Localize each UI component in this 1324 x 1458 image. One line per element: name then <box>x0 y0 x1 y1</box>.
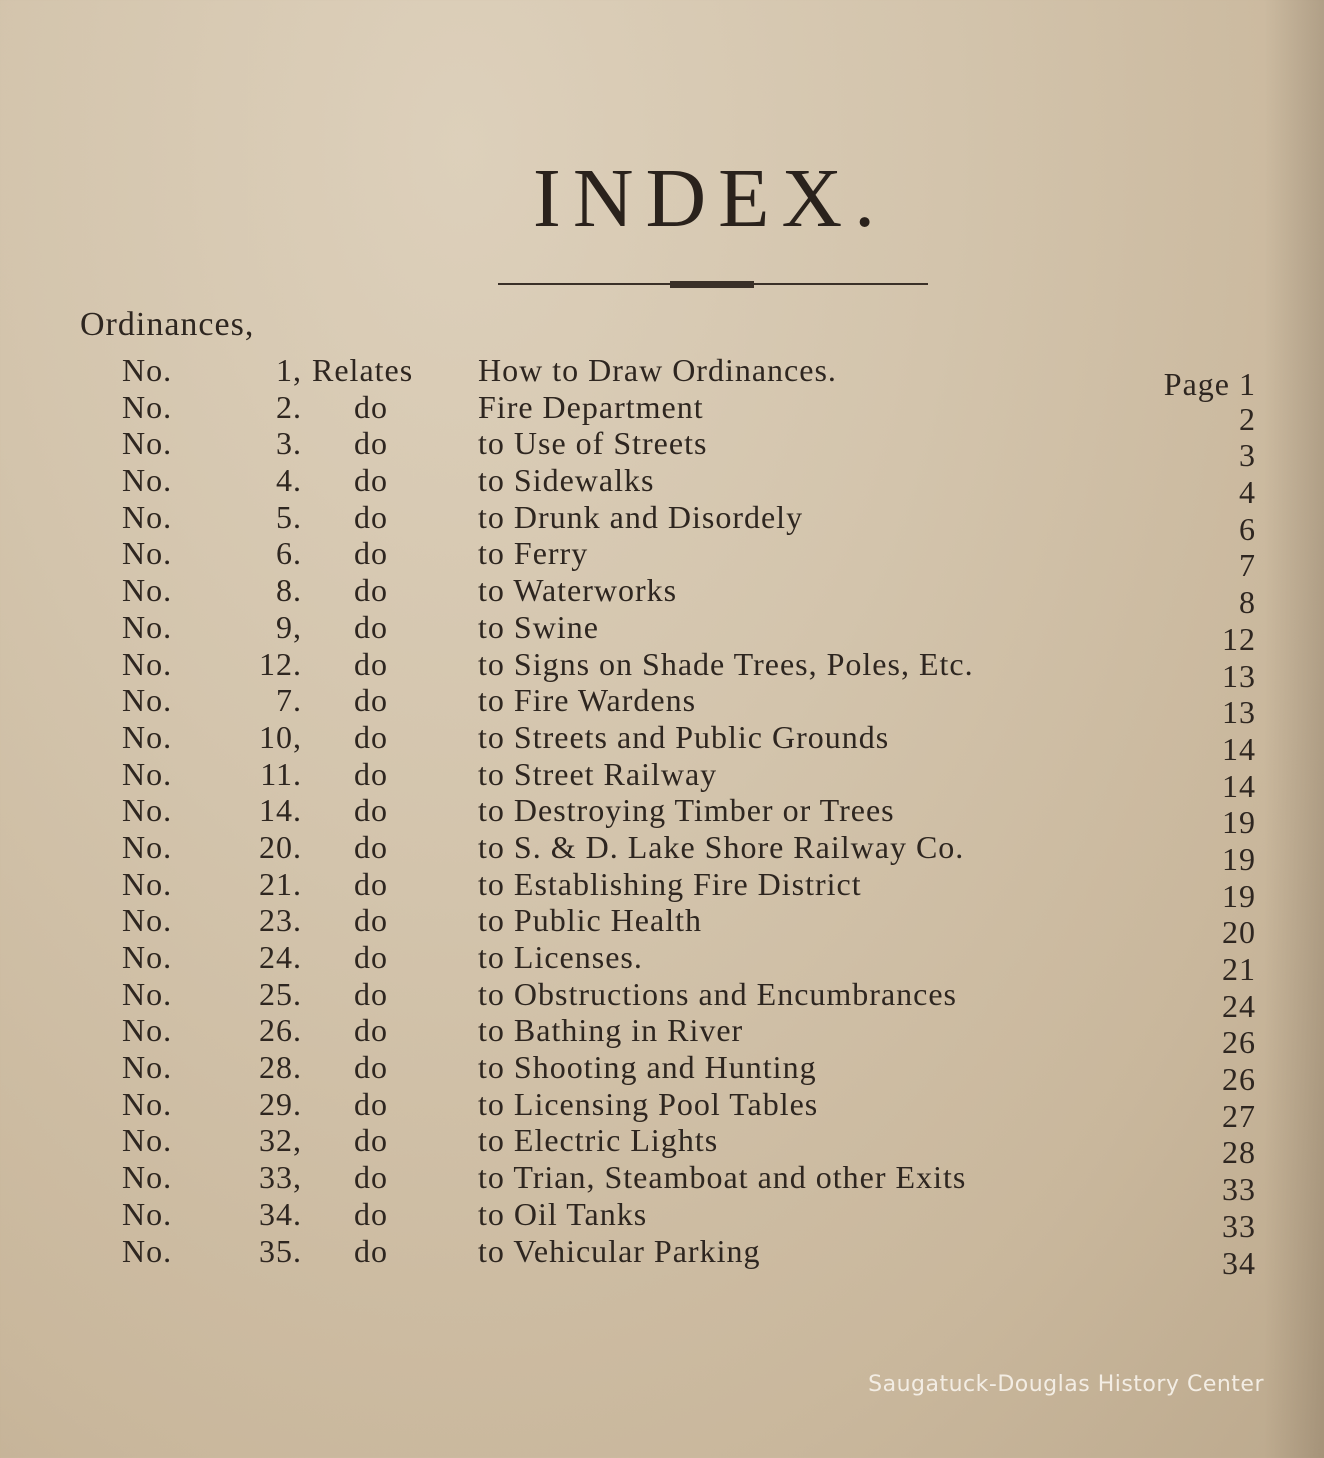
page-number: 20 <box>1222 914 1256 951</box>
ordinance-number: 7. <box>276 682 302 719</box>
ditto-mark: do <box>354 1012 388 1049</box>
page-number: 14 <box>1222 767 1256 804</box>
ditto-mark: do <box>354 1232 388 1269</box>
index-row <box>0 425 1324 474</box>
index-row <box>0 828 1324 877</box>
ordinance-number: 21. <box>259 865 302 902</box>
index-row <box>0 939 1324 987</box>
ordinance-subject: to Street Railway <box>478 755 718 792</box>
row-no-label: No. <box>122 902 173 939</box>
ordinance-number: 12. <box>259 645 302 682</box>
ordinance-number: 23. <box>259 902 302 939</box>
ditto-mark: do <box>354 608 388 645</box>
index-row <box>0 865 1324 914</box>
page-number: 21 <box>1222 951 1256 987</box>
page-number: Page 1 <box>1163 366 1256 402</box>
ordinance-number: 14. <box>259 792 302 829</box>
page-number: 13 <box>1222 694 1256 731</box>
ordinance-number: 28. <box>259 1049 302 1086</box>
row-no-label: No. <box>122 1195 173 1232</box>
row-no-label: No. <box>122 645 173 682</box>
ordinance-subject: to Signs on Shade Trees, Poles, Etc. <box>478 645 974 682</box>
row-no-label: No. <box>122 462 173 499</box>
ditto-mark: do <box>354 498 388 535</box>
ordinance-number: 6. <box>276 535 302 572</box>
ordinance-number: 11. <box>260 755 302 792</box>
row-no-label: No. <box>122 828 173 865</box>
title-divider <box>498 281 928 289</box>
index-row <box>0 1159 1324 1208</box>
page-number: 4 <box>1239 474 1256 511</box>
ordinance-subject: to Ferry <box>478 535 589 572</box>
index-row <box>0 1012 1324 1061</box>
ordinance-number: 25. <box>259 975 302 1012</box>
section-heading: Ordinances, <box>80 306 255 343</box>
page-number: 19 <box>1222 840 1256 877</box>
index-row <box>0 975 1324 1024</box>
row-no-label: No. <box>122 865 173 902</box>
ditto-mark: do <box>354 902 388 939</box>
ordinance-subject: to Swine <box>478 608 599 645</box>
ordinance-number: 34. <box>259 1195 302 1232</box>
page-number: 13 <box>1222 657 1256 694</box>
row-no-label: No. <box>122 682 173 719</box>
ordinance-number: 3. <box>276 425 302 462</box>
row-no-label: No. <box>122 1232 173 1269</box>
index-row <box>0 902 1324 951</box>
index-row <box>0 352 1324 402</box>
ditto-mark: do <box>354 682 388 719</box>
page-number: 19 <box>1222 877 1256 914</box>
ordinance-subject: to Shooting and Hunting <box>478 1049 817 1086</box>
page-number: 33 <box>1222 1207 1256 1244</box>
ordinance-subject: to Licensing Pool Tables <box>478 1085 819 1122</box>
ditto-mark: do <box>354 1195 388 1232</box>
ordinance-number: 32, <box>259 1122 302 1159</box>
page-number: 26 <box>1222 1024 1256 1061</box>
row-no-label: No. <box>122 425 173 462</box>
page-number: 28 <box>1222 1134 1256 1171</box>
page-number: 26 <box>1222 1061 1256 1098</box>
ordinance-subject: to Vehicular Parking <box>478 1232 761 1269</box>
ordinance-subject: Fire Department <box>478 388 704 425</box>
index-row <box>0 1085 1324 1134</box>
page-number: 12 <box>1222 620 1256 657</box>
row-no-label: No. <box>122 1122 173 1159</box>
ordinance-subject: to Waterworks <box>478 572 678 609</box>
ditto-mark: do <box>354 535 388 572</box>
ordinance-subject: to S. & D. Lake Shore Railway Co. <box>478 828 965 865</box>
ditto-mark: do <box>354 1159 388 1196</box>
ordinance-subject: to Oil Tanks <box>478 1195 648 1232</box>
index-row <box>0 462 1324 511</box>
relates-label: Relates <box>312 352 414 388</box>
ditto-mark: do <box>354 425 388 462</box>
ordinance-number: 33, <box>259 1159 302 1196</box>
ordinance-subject: to Obstructions and Encumbrances <box>478 975 957 1012</box>
ordinance-number: 8. <box>276 572 302 609</box>
row-no-label: No. <box>122 1049 173 1086</box>
index-row <box>0 645 1324 694</box>
ditto-mark: do <box>354 792 388 829</box>
page-number: 14 <box>1222 730 1256 767</box>
page-number: 7 <box>1239 547 1256 584</box>
ordinance-subject: to Bathing in River <box>478 1012 744 1049</box>
page-number: 8 <box>1239 584 1256 621</box>
ordinance-subject: to Trian, Steamboat and other Exits <box>478 1159 967 1196</box>
ditto-mark: do <box>354 865 388 902</box>
ordinance-number: 24. <box>259 939 302 975</box>
page-number: 6 <box>1239 510 1256 547</box>
ordinance-number: 35. <box>259 1232 302 1269</box>
index-row <box>0 682 1324 731</box>
page-number: 3 <box>1239 437 1256 474</box>
ditto-mark: do <box>354 755 388 792</box>
ordinance-number: 29. <box>259 1085 302 1122</box>
ordinance-subject: to Establishing Fire District <box>478 865 862 902</box>
page-number: 27 <box>1222 1097 1256 1134</box>
row-no-label: No. <box>122 498 173 535</box>
page-number: 34 <box>1222 1244 1256 1281</box>
ordinance-subject: How to Draw Ordinances. <box>478 352 837 388</box>
ordinance-number: 5. <box>276 498 302 535</box>
page-title: INDEX. <box>532 152 888 245</box>
ditto-mark: do <box>354 1049 388 1086</box>
ditto-mark: do <box>354 828 388 865</box>
index-row <box>0 792 1324 841</box>
row-no-label: No. <box>122 1012 173 1049</box>
ditto-mark: do <box>354 975 388 1012</box>
row-no-label: No. <box>122 1085 173 1122</box>
ordinance-subject: to Fire Wardens <box>478 682 697 719</box>
ordinance-number: 4. <box>276 462 302 499</box>
ditto-mark: do <box>354 718 388 755</box>
row-no-label: No. <box>122 755 173 792</box>
page-number: 24 <box>1222 987 1256 1024</box>
ordinance-number: 9, <box>276 608 302 645</box>
ordinance-number: 2. <box>276 388 302 425</box>
ordinance-subject: to Sidewalks <box>478 462 655 499</box>
ordinance-subject: to Electric Lights <box>478 1122 719 1159</box>
row-no-label: No. <box>122 1159 173 1196</box>
ordinance-number: 1, <box>276 352 302 388</box>
ordinance-number: 10, <box>259 718 302 755</box>
index-row <box>0 388 1324 437</box>
index-row <box>0 572 1324 621</box>
row-no-label: No. <box>122 975 173 1012</box>
ditto-mark: do <box>354 462 388 499</box>
index-row <box>0 1122 1324 1171</box>
ordinance-subject: to Use of Streets <box>478 425 708 462</box>
index-row <box>0 608 1324 657</box>
page-number: 19 <box>1222 804 1256 841</box>
page-number: 33 <box>1222 1171 1256 1208</box>
row-no-label: No. <box>122 939 173 975</box>
index-row <box>0 1232 1324 1281</box>
index-row <box>0 1049 1324 1098</box>
row-no-label: No. <box>122 352 173 388</box>
ditto-mark: do <box>354 645 388 682</box>
index-list <box>0 352 1324 1281</box>
ordinance-subject: to Drunk and Disordely <box>478 498 804 535</box>
ordinance-subject: to Destroying Timber or Trees <box>478 792 895 829</box>
index-row <box>0 498 1324 547</box>
ditto-mark: do <box>354 388 388 425</box>
index-row <box>0 718 1324 767</box>
row-no-label: No. <box>122 792 173 829</box>
row-no-label: No. <box>122 388 173 425</box>
row-no-label: No. <box>122 608 173 645</box>
index-row <box>0 1195 1324 1244</box>
ordinance-subject: to Licenses. <box>478 939 643 975</box>
ordinance-subject: to Streets and Public Grounds <box>478 718 890 755</box>
ditto-mark: do <box>354 1085 388 1122</box>
index-row <box>0 755 1324 804</box>
index-row <box>0 535 1324 584</box>
row-no-label: No. <box>122 718 173 755</box>
row-no-label: No. <box>122 535 173 572</box>
ditto-mark: do <box>354 939 388 975</box>
ordinance-subject: to Public Health <box>478 902 702 939</box>
ditto-mark: do <box>354 1122 388 1159</box>
row-no-label: No. <box>122 572 173 609</box>
ordinance-number: 26. <box>259 1012 302 1049</box>
page-number: 2 <box>1239 400 1256 437</box>
ditto-mark: do <box>354 572 388 609</box>
ordinance-number: 20. <box>259 828 302 865</box>
watermark-credit: Saugatuck-Douglas History Center <box>868 1372 1264 1397</box>
